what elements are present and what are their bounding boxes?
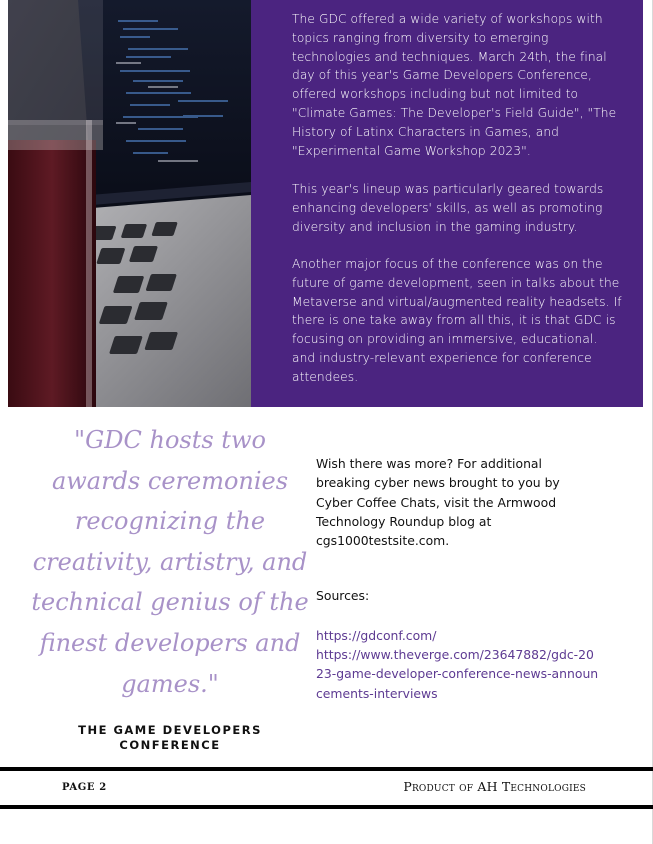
article-panel [251,0,643,407]
article-paragraph-1: The GDC offered a wide variety of workshops with topics ranging from diversity to emerging technologies and techniques. March 24th, the final day of this year's Game Developers Conference, offered workshops including but not limited to "Climate Games: The Developer's Field Guide", "The History of Latinx Characters in Games, and "Experimental Game Workshop 2023". [292,12,617,158]
article-paragraph-2: This year's lineup was particularly geared towards enhancing developers' skills, as well as promoting diversity and inclusion in the gaming industry. [292,182,604,234]
footer-rule-bottom [0,805,653,809]
source-link-gdconf[interactable]: https://gdconf.com/ [316,628,437,643]
closing-text [316,454,596,550]
laptop-photo [8,0,251,407]
pull-quote: "GDC hosts two awards ceremonies recognizing the creativity, artistry, and technical genius of the finest developers and games." [31,426,309,698]
quote-attribution: THE GAME DEVELOPERS CONFERENCE [78,723,262,752]
source-link-theverge[interactable]: https://www.theverge.com/23647882/gdc-2023-game-developer-conference-news-announcements-interviews [316,647,599,701]
page-number: PAGE 2 [62,782,107,793]
laptop-photo-icon [8,0,251,407]
sources-label: Sources: [316,588,370,603]
article-paragraph-3: Another major focus of the conference was on the future of game development, seen in talks about the Metaverse and virtual/augmented reality headsets. If there is one take away from all this, it is that GDC is focusing on providing an immersive, educational. and industry-relevant experience for conference attendees. [292,257,622,384]
footer-rule-top [0,767,653,771]
closing-paragraph: Wish there was more? For additional breaking cyber news brought to you by Cyber Coffee Chats, visit the Armwood Technology Roundup blog at cgs1000testsite.com. [316,456,560,549]
footer-product: Product of AH Technologies [403,779,586,794]
